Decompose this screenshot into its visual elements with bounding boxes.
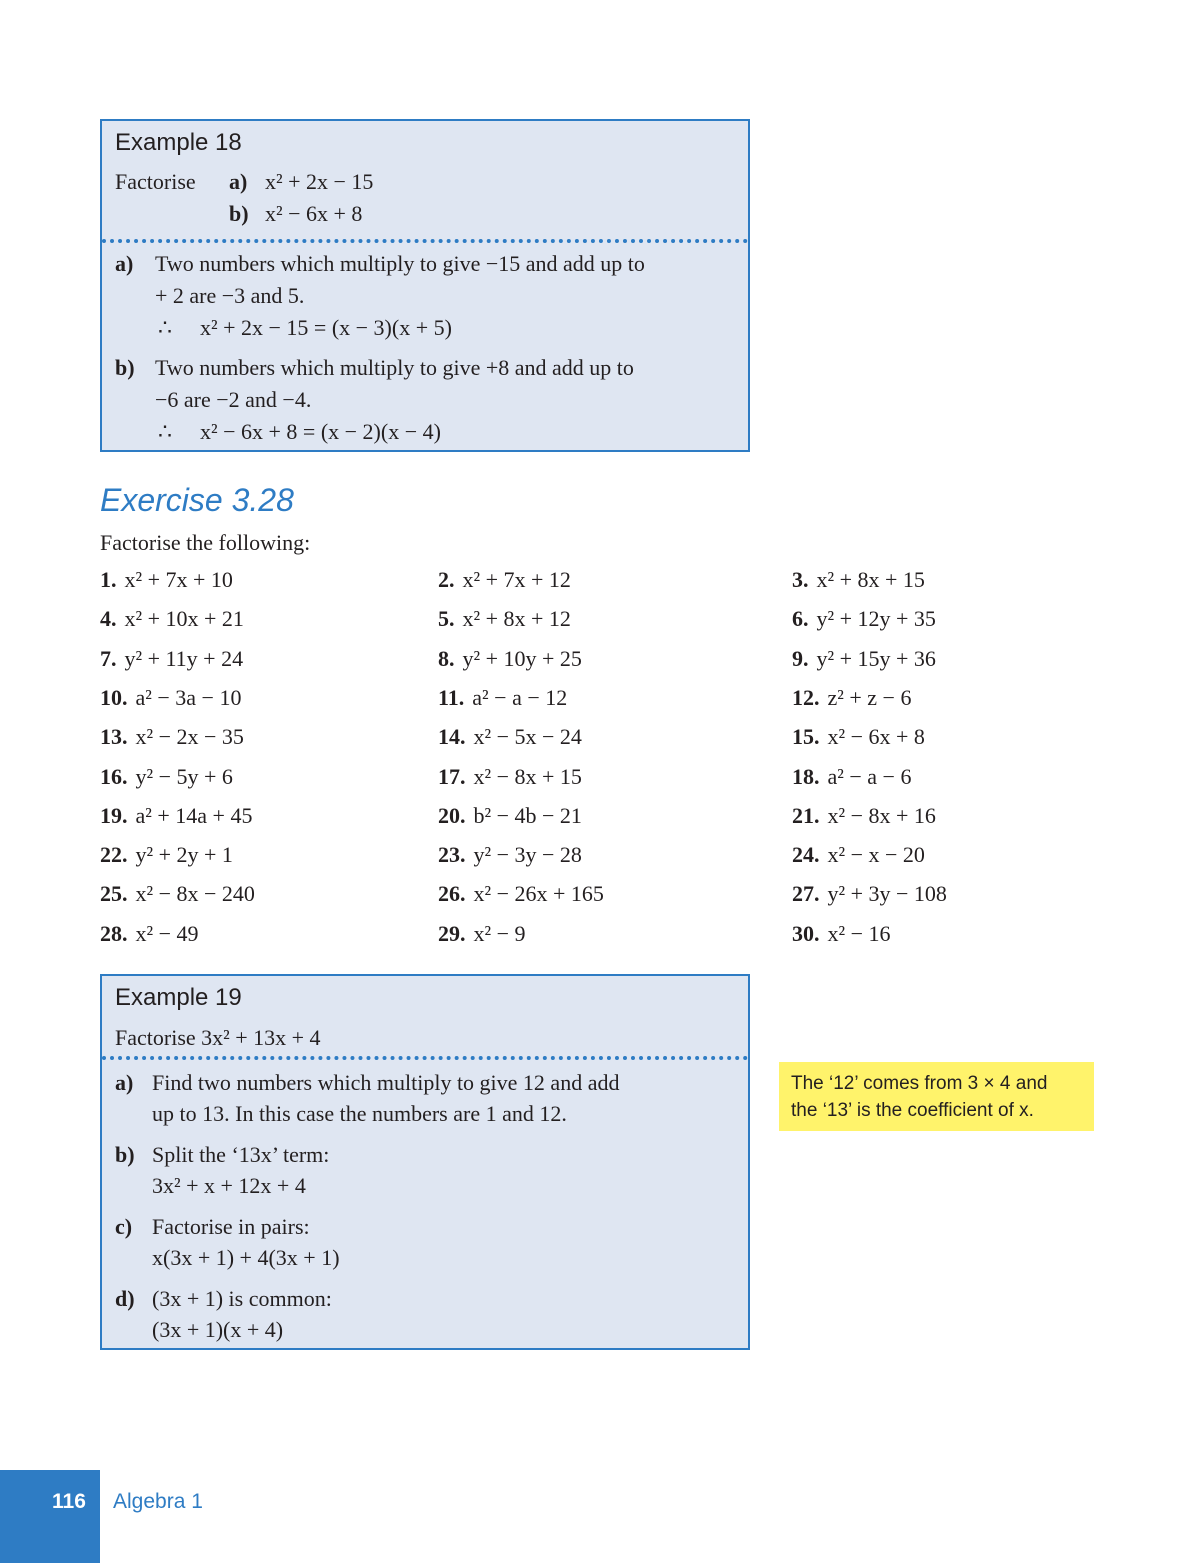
example-18-part-b-label: b): [229, 201, 249, 226]
example-19-box: [100, 974, 750, 1350]
question-expression: y² − 3y − 28: [473, 842, 582, 868]
example-18-prompt: Factorise: [115, 169, 196, 194]
exercise-question: [438, 881, 604, 907]
exercise-question: [100, 842, 233, 868]
question-expression: y² + 15y + 36: [816, 645, 936, 671]
exercise-question: [100, 567, 233, 593]
example-18-part-a-expr: x² + 2x − 15: [265, 169, 374, 194]
step-a-line1: Find two numbers which multiply to give 12 and add: [152, 1070, 620, 1095]
question-expression: y² + 3y − 108: [827, 881, 947, 907]
solution-b-label: b): [115, 355, 135, 380]
question-expression: x² − x − 20: [827, 842, 925, 868]
dotted-divider: [102, 1056, 748, 1060]
question-number: 3.: [792, 567, 809, 592]
example-18-part-b-expr: x² − 6x + 8: [265, 201, 363, 226]
example-18-title: Example 18: [115, 129, 242, 156]
exercise-question: [792, 606, 936, 632]
exercise-question: [792, 646, 936, 672]
exercise-question: [792, 724, 925, 750]
question-expression: x² − 26x + 165: [473, 881, 604, 907]
question-expression: x² + 8x + 12: [462, 606, 571, 632]
question-expression: a² + 14a + 45: [135, 802, 253, 828]
question-number: 30.: [792, 920, 820, 946]
footer-bar: [0, 1470, 100, 1563]
exercise-question: [438, 842, 582, 868]
exercise-question: [792, 842, 925, 868]
therefore-symbol: ∴: [158, 419, 172, 444]
question-number: 23.: [438, 842, 466, 868]
question-number: 12.: [792, 684, 820, 710]
exercise-question: [792, 803, 936, 829]
question-number: 10.: [100, 684, 128, 710]
question-number: 20.: [438, 802, 466, 828]
step-d-label: d): [115, 1286, 135, 1311]
exercise-instruction: Factorise the following:: [100, 530, 311, 555]
question-expression: b² − 4b − 21: [473, 802, 582, 828]
question-expression: x² − 16: [827, 920, 891, 946]
exercise-question: [100, 685, 241, 711]
exercise-question: [438, 567, 571, 593]
step-c-label: c): [115, 1214, 133, 1239]
question-expression: x² + 8x + 15: [816, 567, 925, 592]
example-19-prompt: Factorise 3x² + 13x + 4: [115, 1025, 321, 1050]
exercise-question: [100, 646, 243, 672]
question-number: 14.: [438, 724, 466, 750]
question-number: 19.: [100, 802, 128, 828]
step-a-line2: up to 13. In this case the numbers are 1 and 12.: [152, 1101, 567, 1126]
question-expression: a² − a − 12: [472, 684, 568, 710]
page-number: 116: [52, 1490, 86, 1513]
question-expression: x² + 7x + 12: [462, 567, 571, 592]
exercise-question: [100, 881, 255, 907]
exercise-question: [100, 921, 199, 947]
solution-b-line1: Two numbers which multiply to give +8 and add up to: [155, 355, 634, 380]
question-expression: y² + 11y + 24: [124, 645, 244, 671]
question-expression: x² + 10x + 21: [124, 606, 244, 632]
therefore-symbol: ∴: [158, 315, 172, 340]
question-number: 13.: [100, 724, 128, 750]
question-expression: y² + 10y + 25: [462, 645, 582, 671]
exercise-question: [792, 764, 911, 790]
exercise-question: [438, 921, 526, 947]
question-number: 1.: [100, 567, 117, 592]
question-expression: x² − 2x − 35: [135, 724, 244, 750]
exercise-question: [792, 567, 925, 593]
question-number: 22.: [100, 842, 128, 868]
question-expression: x² − 8x − 240: [135, 881, 255, 907]
exercise-question: [438, 646, 582, 672]
step-d-line1: (3x + 1) is common:: [152, 1286, 332, 1311]
side-note-line1: The ‘12’ comes from 3 × 4 and: [791, 1073, 1048, 1094]
dotted-divider: [102, 239, 748, 243]
example-18-box: [100, 119, 750, 452]
question-number: 15.: [792, 724, 820, 750]
question-expression: x² − 6x + 8: [827, 724, 925, 750]
exercise-question: [438, 685, 567, 711]
question-number: 26.: [438, 881, 466, 907]
solution-a-result: x² + 2x − 15 = (x − 3)(x + 5): [200, 315, 452, 340]
question-number: 9.: [792, 645, 809, 671]
question-number: 4.: [100, 606, 117, 632]
question-number: 29.: [438, 920, 466, 946]
question-number: 2.: [438, 567, 455, 592]
question-expression: y² + 12y + 35: [816, 606, 936, 632]
exercise-question: [100, 606, 244, 632]
step-c-line2: x(3x + 1) + 4(3x + 1): [152, 1245, 340, 1270]
question-number: 25.: [100, 881, 128, 907]
question-expression: x² − 9: [473, 920, 526, 946]
solution-a-line1: Two numbers which multiply to give −15 and add up to: [155, 251, 645, 276]
question-number: 11.: [438, 684, 465, 710]
question-expression: x² − 8x + 16: [827, 802, 936, 828]
example-18-part-a-label: a): [229, 169, 248, 194]
example-19-title: Example 19: [115, 984, 242, 1011]
side-note-line2: the ‘13’ is the coefficient of x.: [791, 1100, 1034, 1121]
question-number: 6.: [792, 606, 809, 632]
exercise-question: [792, 881, 947, 907]
chapter-name: Algebra 1: [113, 1490, 203, 1513]
step-b-line1: Split the ‘13x’ term:: [152, 1142, 330, 1167]
question-expression: y² − 5y + 6: [135, 763, 233, 789]
question-number: 27.: [792, 881, 820, 907]
question-expression: z² + z − 6: [827, 684, 912, 710]
solution-a-line2: + 2 are −3 and 5.: [155, 283, 305, 308]
question-number: 18.: [792, 763, 820, 789]
solution-b-result: x² − 6x + 8 = (x − 2)(x − 4): [200, 419, 441, 444]
side-note: [779, 1062, 1094, 1131]
question-expression: x² − 8x + 15: [473, 763, 582, 789]
exercise-question: [438, 724, 582, 750]
exercise-question: [438, 764, 582, 790]
solution-a-label: a): [115, 251, 134, 276]
question-number: 7.: [100, 645, 117, 671]
step-d-line2: (3x + 1)(x + 4): [152, 1317, 284, 1342]
question-number: 21.: [792, 802, 820, 828]
question-expression: a² − 3a − 10: [135, 684, 242, 710]
step-a-label: a): [115, 1070, 134, 1095]
exercise-question: [792, 921, 891, 947]
question-number: 16.: [100, 763, 128, 789]
question-number: 28.: [100, 920, 128, 946]
question-number: 5.: [438, 606, 455, 632]
exercise-question: [438, 606, 571, 632]
step-c-line1: Factorise in pairs:: [152, 1214, 310, 1239]
solution-b-line2: −6 are −2 and −4.: [155, 387, 312, 412]
question-expression: x² + 7x + 10: [124, 567, 233, 592]
step-b-line2: 3x² + x + 12x + 4: [152, 1173, 306, 1198]
exercise-question: [792, 685, 911, 711]
exercise-title: Exercise 3.28: [100, 482, 294, 518]
step-b-label: b): [115, 1142, 135, 1167]
question-expression: x² − 5x − 24: [473, 724, 582, 750]
question-expression: y² + 2y + 1: [135, 842, 233, 868]
exercise-question: [438, 803, 582, 829]
exercise-question: [100, 724, 244, 750]
question-expression: a² − a − 6: [827, 763, 912, 789]
exercise-question: [100, 764, 233, 790]
question-number: 24.: [792, 842, 820, 868]
question-number: 8.: [438, 645, 455, 671]
exercise-question: [100, 803, 252, 829]
question-expression: x² − 49: [135, 920, 199, 946]
question-number: 17.: [438, 763, 466, 789]
